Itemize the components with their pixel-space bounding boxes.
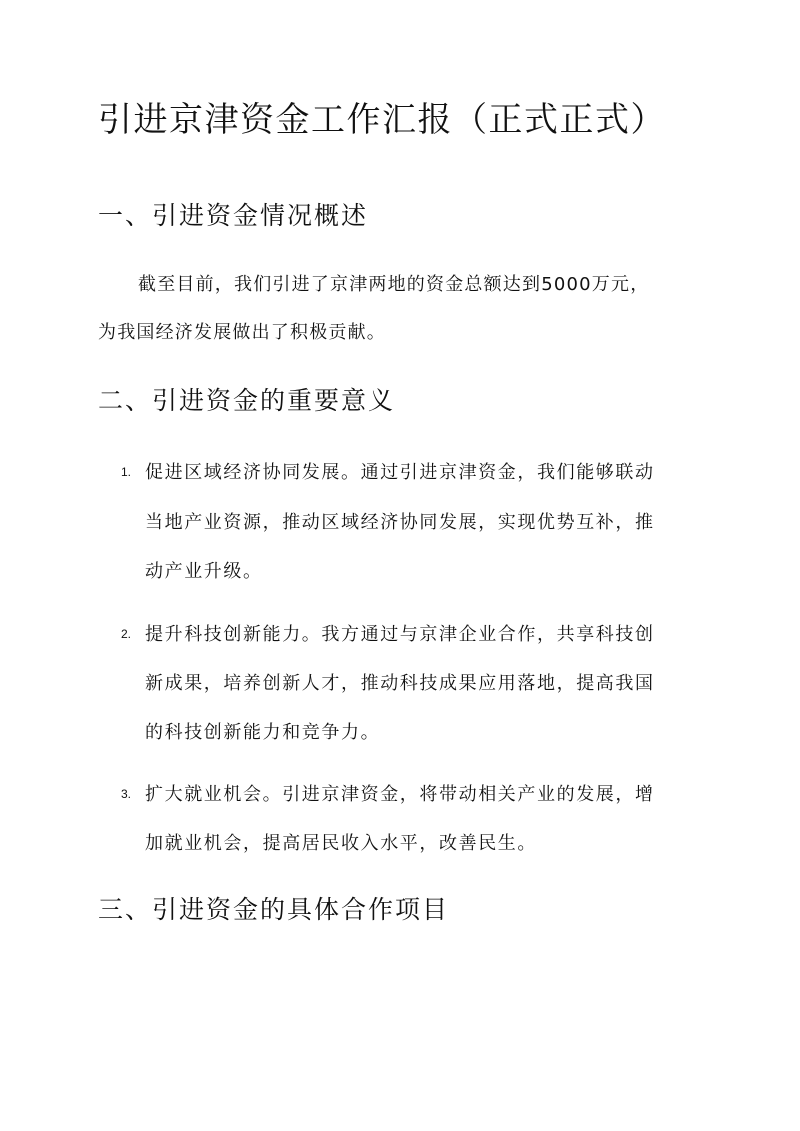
list-item-2-line-1: 提升科技创新能力。我方通过与京津企业合作，共享科技创 [145, 624, 655, 645]
list-number-1: 1. [121, 465, 132, 479]
section-heading-significance: 二、引进资金的重要意义 [98, 386, 396, 415]
section-heading-projects: 三、引进资金的具体合作项目 [98, 895, 450, 924]
overview-paragraph-line-1: 截至目前，我们引进了京津两地的资金总额达到5000万元， [138, 274, 650, 295]
document-title: 引进京津资金工作汇报（正式正式） [98, 100, 666, 140]
list-item-1-line-3: 动产业升级。 [145, 561, 263, 582]
list-item-2-line-2: 新成果，培养创新人才，推动科技成果应用落地，提高我国 [145, 673, 655, 694]
list-number-2: 2. [121, 627, 132, 641]
list-item-1-line-2: 当地产业资源，推动区域经济协同发展，实现优势互补，推 [145, 512, 655, 533]
overview-paragraph-line-2: 为我国经济发展做出了积极贡献。 [98, 322, 386, 343]
list-number-3: 3. [121, 787, 132, 801]
list-item-1-line-1: 促进区域经济协同发展。通过引进京津资金，我们能够联动 [145, 462, 655, 483]
section-heading-overview: 一、引进资金情况概述 [98, 201, 369, 230]
list-item-3-line-1: 扩大就业机会。引进京津资金，将带动相关产业的发展，增 [145, 784, 655, 805]
list-item-3-line-2: 加就业机会，提高居民收入水平，改善民生。 [145, 833, 537, 854]
list-item-2-line-3: 的科技创新能力和竞争力。 [145, 722, 381, 743]
